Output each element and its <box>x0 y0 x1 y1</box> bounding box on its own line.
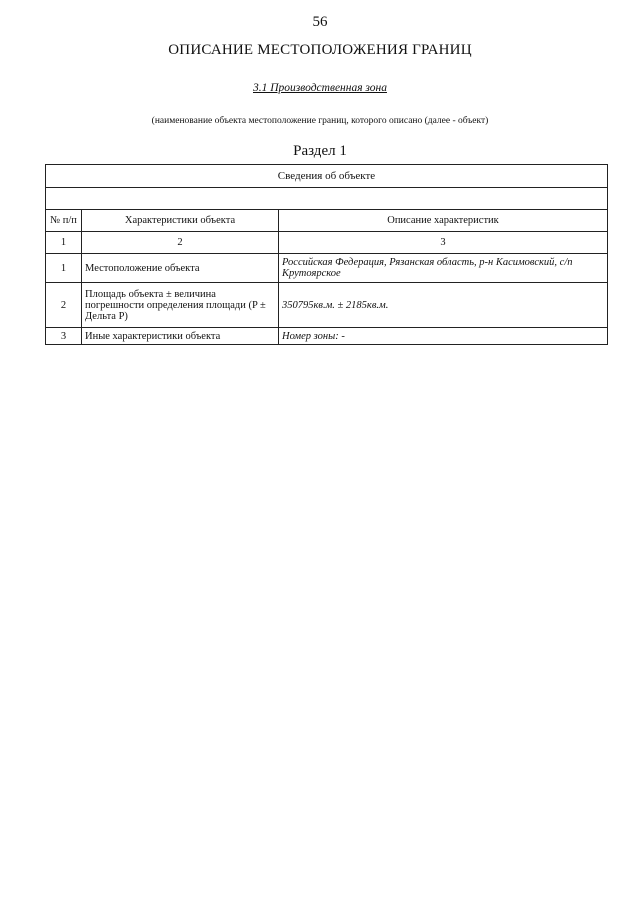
table-row <box>46 328 608 345</box>
row-number: 1 <box>46 254 82 283</box>
row-characteristic: Местоположение объекта <box>82 254 279 283</box>
row-number: 2 <box>46 283 82 328</box>
object-info-table <box>45 164 608 345</box>
section-title: Раздел 1 <box>293 143 347 159</box>
row-description: 350795кв.м. ± 2185кв.м. <box>279 283 608 328</box>
table-header-row <box>46 210 608 232</box>
index-cell: 1 <box>46 232 82 254</box>
row-characteristic: Площадь объекта ± величина погрешности определения площади (P ± Дельта P) <box>82 283 279 328</box>
index-cell: 2 <box>82 232 279 254</box>
row-number: 3 <box>46 328 82 345</box>
table-row <box>46 283 608 328</box>
index-cell: 3 <box>279 232 608 254</box>
table-row <box>46 254 608 283</box>
object-name-text: 3.1 Производственная зона <box>253 82 387 94</box>
header-description: Описание характеристик <box>279 210 608 232</box>
row-description: Номер зоны: - <box>279 328 608 345</box>
header-number: № п/п <box>46 210 82 232</box>
row-description: Российская Федерация, Рязанская область, р-н Касимовский, с/п Крутоярское <box>279 254 608 283</box>
table-caption-row <box>46 165 608 188</box>
table-index-row <box>46 232 608 254</box>
object-name <box>0 82 640 94</box>
row-characteristic: Иные характеристики объекта <box>82 328 279 345</box>
blank-cell <box>46 188 608 210</box>
page-number: 56 <box>312 14 328 30</box>
object-name-caption: (наименование объекта местоположение границ, которого описано (далее - объект) <box>151 116 489 126</box>
document-title: ОПИСАНИЕ МЕСТОПОЛОЖЕНИЯ ГРАНИЦ <box>168 42 472 58</box>
table-caption: Сведения об объекте <box>46 165 608 188</box>
header-characteristic: Характеристики объекта <box>82 210 279 232</box>
table-blank-row <box>46 188 608 210</box>
